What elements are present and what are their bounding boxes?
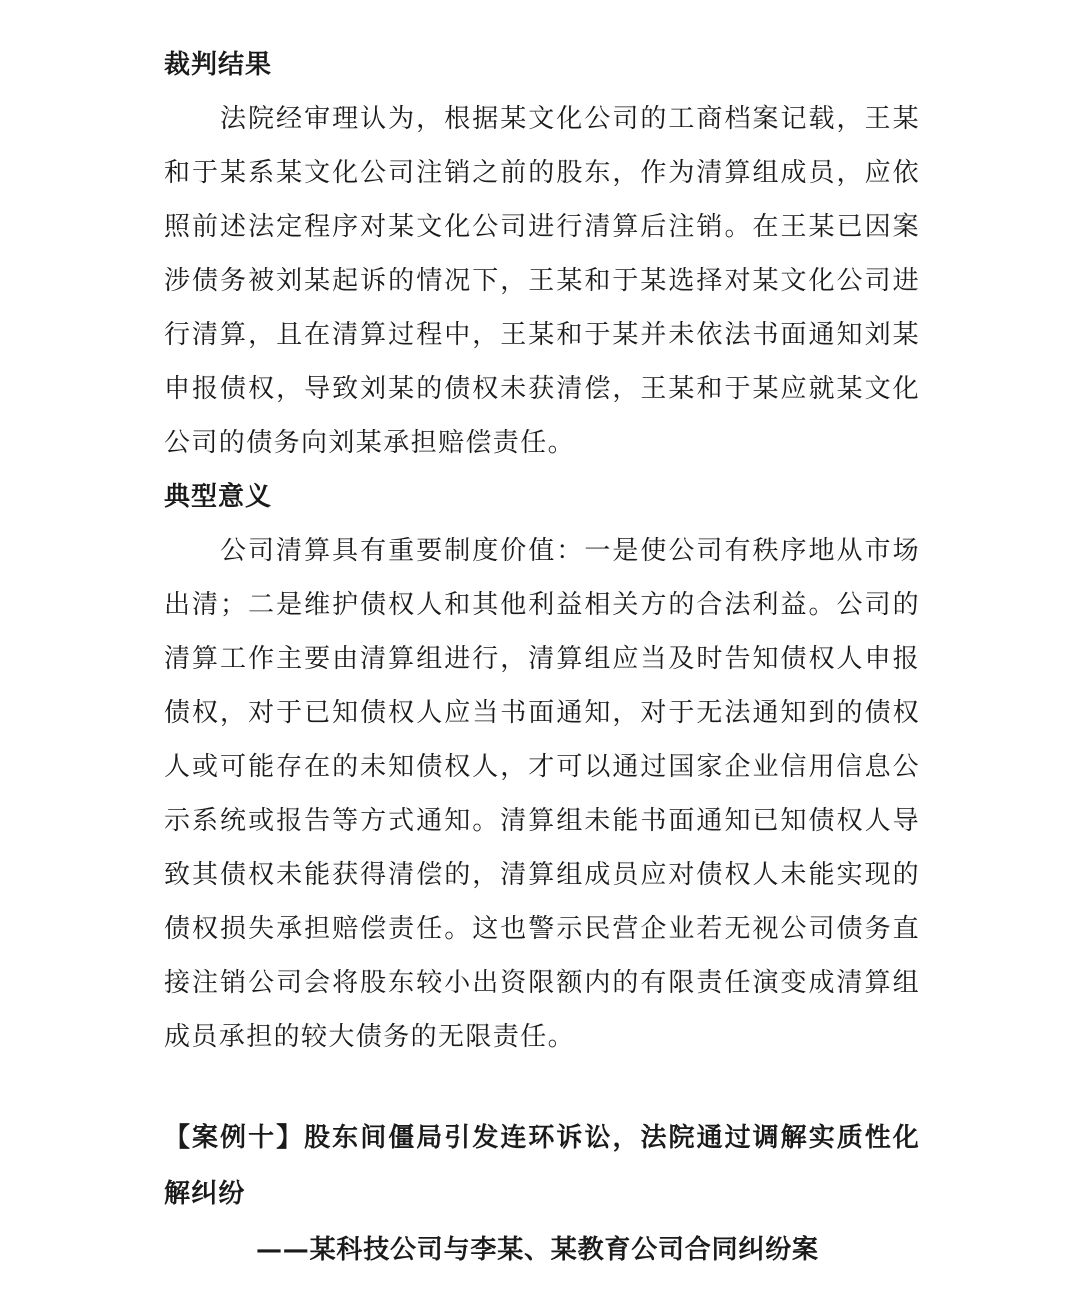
section-heading: 裁判结果: [164, 50, 273, 80]
section-paragraph: 公司清算具有重要制度价值：一是使公司有秩序地从市场出清；二是维护债权人和其他利益相关方的合法利益。公司的清算工作主要由清算组进行，清算组应当及时告知债权人申报债权，对于已知债权人应当书面通知，对于无法通知到的债权人或可能存在的未知债权人，才可以通过国家企业信用信息公示系统或报告等方式通知。清算组未能书面通知已知债权人导致其债权未能获得清偿的，清算组成员应对债权人未能实现的债权损失承担赔偿责任。这也警示民营企业若无视公司债务直接注销公司会将股东较小出资限额内的有限责任演变成清算组成员承担的较大债务的无限责任。: [164, 536, 920, 1052]
section-typical-significance: [164, 470, 920, 1064]
case-header: [164, 1110, 920, 1278]
section-judgment-result: [164, 38, 920, 470]
section-paragraph: 法院经审理认为，根据某文化公司的工商档案记载，王某和于某系某文化公司注销之前的股东，作为清算组成员，应依照前述法定程序对某文化公司进行清算后注销。在王某已因案涉债务被刘某起诉的情况下，王某和于某选择对某文化公司进行清算，且在清算过程中，王某和于某并未依法书面通知刘某申报债权，导致刘某的债权未获清偿，王某和于某应就某文化公司的债务向刘某承担赔偿责任。: [164, 104, 920, 458]
document-page: [164, 38, 920, 1278]
case-subtitle: ——某科技公司与李某、某教育公司合同纠纷案: [256, 1235, 819, 1265]
case-title: 【案例十】股东间僵局引发连环诉讼，法院通过调解实质性化解纠纷: [164, 1123, 920, 1209]
section-heading: 典型意义: [164, 482, 273, 512]
